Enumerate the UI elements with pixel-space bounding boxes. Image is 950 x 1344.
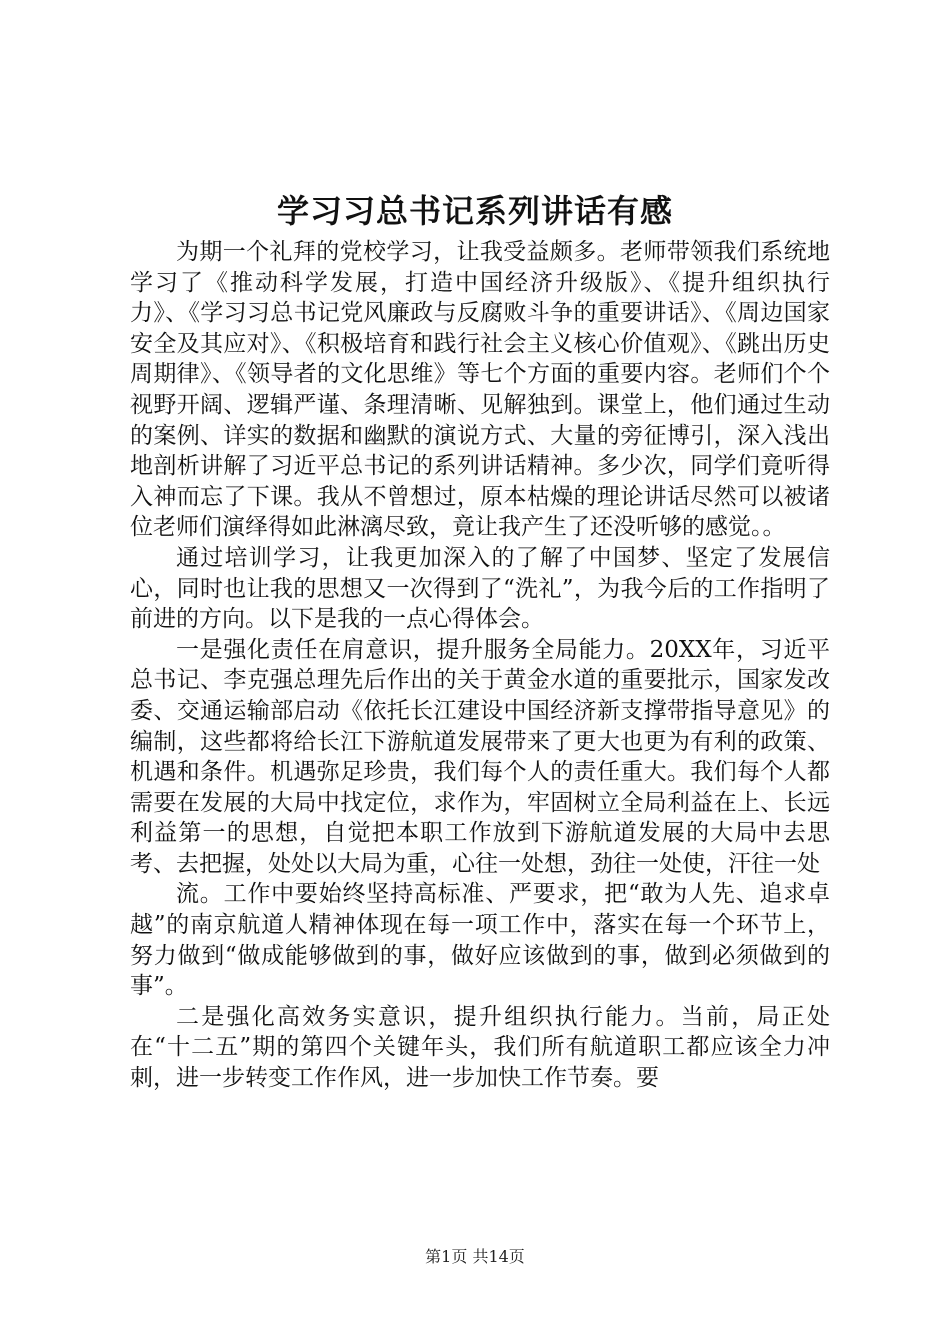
paragraph-5: 二是强化高效务实意识，提升组织执行能力。当前，局正处在“十二五”期的第四个关键年头，我们所有航道职工都应该全力冲刺，进一步转变工作作风，进一步加快工作节奏。要: [130, 1003, 830, 1092]
page-number-footer: 第1页 共14页: [425, 1247, 525, 1266]
paragraph-4: 流。工作中要始终坚持高标准、严要求，把“敢为人先、追求卓越”的南京航道人精神体现在每一项工作中，落实在每一个环节上，努力做到“做成能够做到的事，做好应该做到的事，做到必须做到的事”。: [130, 881, 830, 1000]
document-body: [130, 237, 830, 1094]
paragraph-2: 通过培训学习，让我更加深入的了解了中国梦、坚定了发展信心，同时也让我的思想又一次得到了“洗礼”，为我今后的工作指明了前进的方向。以下是我的一点心得体会。: [130, 544, 830, 633]
paragraph-1: 为期一个礼拜的党校学习，让我受益颇多。老师带领我们系统地学习了《推动科学发展，打造中国经济升级版》、《提升组织执行力》、《学习习总书记党风廉政与反腐败斗争的重要讲话》、《周边国家安全及其应对》、《积极培育和践行社会主义核心价值观》、《跳出历史周期律》、《领导者的文化思维》等七个方面的重要内容。老师们个个视野开阔、逻辑严谨、条理清晰、见解独到。课堂上，他们通过生动的案例、详实的数据和幽默的演说方式、大量的旁征博引，深入浅出地剖析讲解了习近平总书记的系列讲话精神。多少次，同学们竟听得入神而忘了下课。我从不曾想过，原本枯燥的理论讲话尽然可以被诸位老师们演绎得如此淋漓尽致，竟让我产生了还没听够的感觉。。: [130, 239, 830, 541]
paragraph-3: 一是强化责任在肩意识，提升服务全局能力。20XX年，习近平总书记、李克强总理先后作出的关于黄金水道的重要批示，国家发改委、交通运输部启动《依托长江建设中国经济新支撑带指导意见》的编制，这些都将给长江下游航道发展带来了更大也更为有利的政策、机遇和条件。机遇弥足珍贵，我们每个人的责任重大。我们每个人都需要在发展的大局中找定位，求作为，牢固树立全局利益在上、长远利益第一的思想，自觉把本职工作放到下游航道发展的大局中去思考、去把握，处处以大局为重，心往一处想，劲往一处使，汗往一处: [130, 636, 830, 877]
document-title: 学习习总书记系列讲话有感: [276, 192, 673, 230]
